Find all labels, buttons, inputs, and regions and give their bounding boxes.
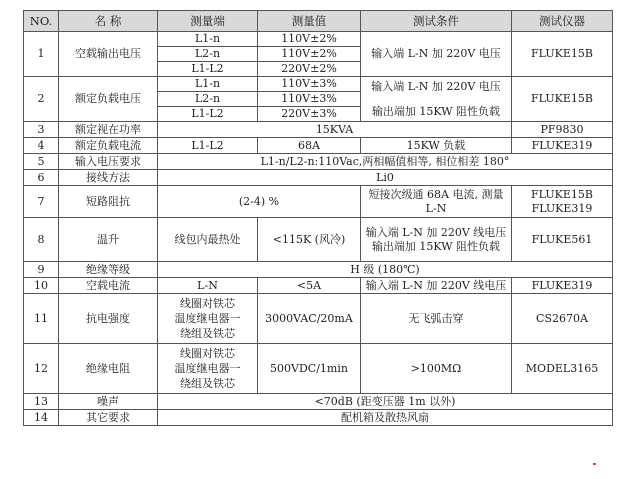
measure-end: L1-n (158, 32, 258, 47)
item-name: 空载输出电压 (59, 32, 158, 77)
measure-end: 线包内最热处 (158, 218, 258, 262)
header-measure-end: 测量端 (158, 11, 258, 32)
measure-end-line: 绕组及铁芯 (180, 327, 235, 340)
row-number: 1 (24, 32, 59, 77)
row-number: 4 (24, 138, 59, 154)
test-condition: 短接次级通 68A 电流, 测量 L-N (361, 186, 512, 218)
row-number: 6 (24, 170, 59, 186)
test-condition: >100MΩ (361, 344, 512, 394)
measure-value: 68A (258, 138, 361, 154)
test-condition: 输入端 L-N 加 220V 电压 (361, 32, 512, 77)
measure-value: Li0 (158, 170, 613, 186)
header-instrument: 测试仪器 (512, 11, 613, 32)
measure-end: L1-n (158, 77, 258, 92)
instrument: FLUKE15B (512, 32, 613, 77)
measure-end: L2-n (158, 92, 258, 107)
measure-value: <115K (风冷) (258, 218, 361, 262)
row-number: 3 (24, 122, 59, 138)
measure-value: L1-n/L2-n:110Vac,两相幅值相等, 相位相差 180° (158, 154, 613, 170)
header-row (24, 11, 613, 32)
condition-line: 输入端 L-N 加 220V 电压 (371, 79, 501, 93)
table-row (24, 154, 613, 170)
test-condition (361, 218, 512, 262)
header-test-condition: 测试条件 (361, 11, 512, 32)
measure-value: 15KVA (158, 122, 512, 138)
instrument: FLUKE319 (512, 138, 613, 154)
measure-value: 110V±3% (258, 77, 361, 92)
item-name: 输入电压要求 (59, 154, 158, 170)
instrument-line: FLUKE319 (531, 201, 593, 215)
item-name: 额定负载电流 (59, 138, 158, 154)
item-name: 接线方法 (59, 170, 158, 186)
table-row (24, 122, 613, 138)
measure-end-line: 绕组及铁芯 (180, 377, 235, 390)
measure-end: L1-L2 (158, 107, 258, 122)
measure-end: L1-L2 (158, 138, 258, 154)
item-name: 额定负载电压 (59, 77, 158, 122)
measure-value: <5A (258, 278, 361, 294)
table-row (24, 344, 613, 394)
measure-value: 配机箱及散热风扇 (158, 410, 613, 426)
item-name: 短路阻抗 (59, 186, 158, 218)
item-name: 温升 (59, 218, 158, 262)
instrument: FLUKE561 (512, 218, 613, 262)
measure-value: 500VDC/1min (258, 344, 361, 394)
table-row (24, 138, 613, 154)
measure-value: (2-4) % (158, 186, 361, 218)
instrument: MODEL3165 (512, 344, 613, 394)
row-number: 5 (24, 154, 59, 170)
instrument-line: FLUKE15B (531, 187, 593, 201)
row-number: 10 (24, 278, 59, 294)
item-name: 绝缘电阻 (59, 344, 158, 394)
test-spec-table (23, 10, 613, 426)
measure-value: 110V±2% (258, 47, 361, 62)
measure-end (158, 294, 258, 344)
instrument (512, 186, 613, 218)
condition-line: 输入端 L-N 加 220V 线电压 (365, 225, 507, 239)
measure-value: H 级 (180℃) (158, 262, 613, 278)
measure-end-line: 线圈对铁芯 (180, 347, 235, 360)
measure-end-line: 温度继电器一 (174, 312, 241, 325)
test-condition: 无飞弧击穿 (361, 294, 512, 344)
measure-value: 3000VAC/20mA (258, 294, 361, 344)
measure-value: <70dB (距变压器 1m 以外) (158, 394, 613, 410)
table-row (24, 294, 613, 344)
item-name: 空载电流 (59, 278, 158, 294)
measure-end-line: 温度继电器一 (174, 362, 241, 375)
header-measure-value: 测量值 (258, 11, 361, 32)
measure-value: 110V±3% (258, 92, 361, 107)
item-name: 额定视在功率 (59, 122, 158, 138)
test-condition: 15KW 负载 (361, 138, 512, 154)
measure-end: L1-L2 (158, 62, 258, 77)
header-no: NO. (24, 11, 59, 32)
item-name: 噪声 (59, 394, 158, 410)
table-row (24, 218, 613, 262)
item-name: 绝缘等级 (59, 262, 158, 278)
condition-line: 输出端加 15KW 阻性负载 (371, 104, 501, 118)
instrument: FLUKE319 (512, 278, 613, 294)
table-row (24, 394, 613, 410)
row-number: 9 (24, 262, 59, 278)
test-condition: 输入端 L-N 加 220V 线电压 (361, 278, 512, 294)
header-name: 名 称 (59, 11, 158, 32)
table-row (24, 410, 613, 426)
measure-end: L-N (158, 278, 258, 294)
instrument: FLUKE15B (512, 77, 613, 122)
measure-end-line: 线圈对铁芯 (180, 297, 235, 310)
test-condition (361, 77, 512, 122)
measure-value: 220V±3% (258, 107, 361, 122)
row-number: 8 (24, 218, 59, 262)
table-row (24, 170, 613, 186)
row-number: 7 (24, 186, 59, 218)
table-row (24, 186, 613, 218)
measure-value: 220V±2% (258, 62, 361, 77)
row-number: 12 (24, 344, 59, 394)
instrument: CS2670A (512, 294, 613, 344)
table-row (24, 278, 613, 294)
row-number: 14 (24, 410, 59, 426)
row-number: 11 (24, 294, 59, 344)
instrument: PF9830 (512, 122, 613, 138)
measure-value: 110V±2% (258, 32, 361, 47)
row-number: 13 (24, 394, 59, 410)
table-row (24, 32, 613, 47)
table-row (24, 262, 613, 278)
measure-end: L2-n (158, 47, 258, 62)
table-row (24, 77, 613, 92)
red-dot-mark (593, 463, 596, 465)
row-number: 2 (24, 77, 59, 122)
condition-line: 输出端加 15KW 阻性负载 (371, 239, 501, 253)
measure-end (158, 344, 258, 394)
item-name: 抗电强度 (59, 294, 158, 344)
item-name: 其它要求 (59, 410, 158, 426)
